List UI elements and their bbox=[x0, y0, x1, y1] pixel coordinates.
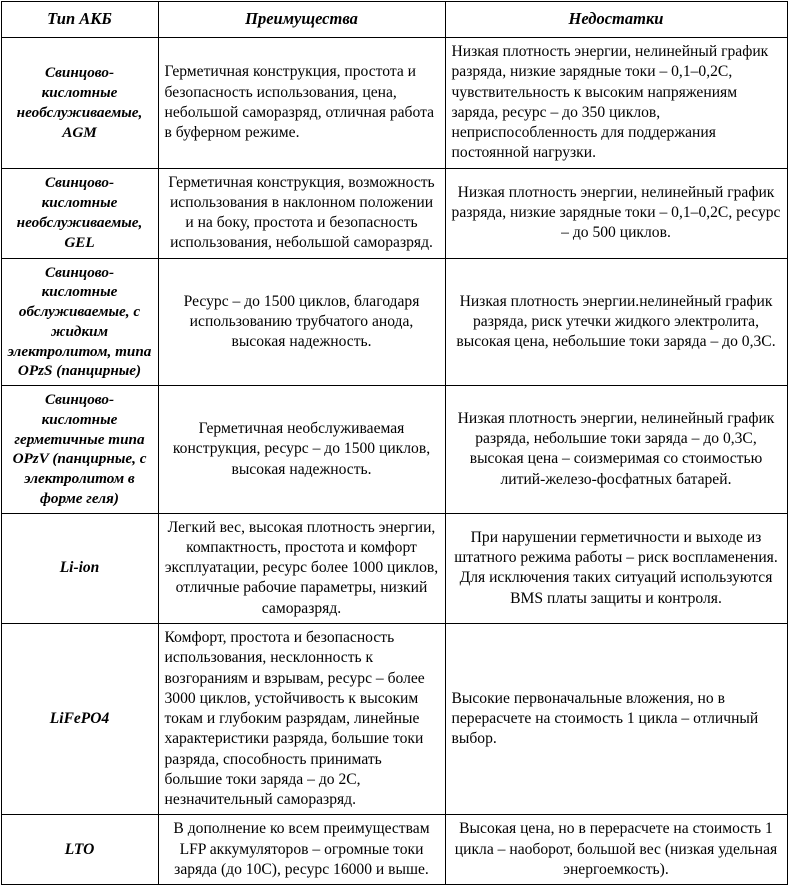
table-header bbox=[1, 2, 787, 38]
disadvantages-cell: Высокая цена, но в перерасчете на стоимость 1 цикла – наоборот, большой вес (низкая удельная энергоемкость). bbox=[445, 815, 787, 885]
battery-type-cell: Свинцово-кислотные обслуживаемые, с жидким электролитом, типа OPzS (панцирные) bbox=[1, 258, 158, 386]
advantages-cell: Ресурс – до 1500 циклов, благодаря использованию трубчатого анода, высокая надежность. bbox=[158, 258, 445, 386]
disadvantages-cell: При нарушении герметичности и выходе из штатного режима работы – риск воспламенения. Для исключения таких ситуаций используются BMS платы защиты и контроля. bbox=[445, 513, 787, 623]
table-body bbox=[1, 38, 787, 885]
battery-type-cell: LiFePO4 bbox=[1, 623, 158, 814]
battery-type-cell: LTO bbox=[1, 815, 158, 885]
battery-type-cell: Свинцово-кислотные герметичные типа OPzV (панцирные, с электролитом в форме геля) bbox=[1, 386, 158, 514]
disadvantages-cell: Высокие первоначальные вложения, но в перерасчете на стоимость 1 цикла – отличный выбор. bbox=[445, 623, 787, 814]
advantages-cell: Герметичная конструкция, возможность использования в наклонном положении и на боку, простота и безопасность использования, небольшой саморазряд. bbox=[158, 168, 445, 258]
disadvantages-cell: Низкая плотность энергии, нелинейный график разряда, низкие зарядные токи – 0,1–0,2С, чувствительность к высоким напряжениям заряда, ресурс – до 350 циклов, неприспособленность для поддержания постоянной нагрузки. bbox=[445, 38, 787, 169]
column-header-type: Тип АКБ bbox=[1, 2, 158, 38]
table-row bbox=[1, 38, 787, 169]
table-header-row bbox=[1, 2, 787, 38]
column-header-advantages: Преимущества bbox=[158, 2, 445, 38]
disadvantages-cell: Низкая плотность энергии, нелинейный график разряда, небольшие токи заряда – до 0,3С, высокая цена – соизмеримая со стоимостью литий-железо-фосфатных батарей. bbox=[445, 386, 787, 514]
advantages-cell: Герметичная конструкция, простота и безопасность использования, цена, небольшой саморазряд, отличная работа в буферном режиме. bbox=[158, 38, 445, 169]
advantages-cell: В дополнение ко всем преимуществам LFP аккумуляторов – огромные токи заряда (до 10С), ресурс 16000 и выше. bbox=[158, 815, 445, 885]
battery-type-cell: Свинцово-кислотные необслуживаемые, GEL bbox=[1, 168, 158, 258]
document-page bbox=[0, 1, 788, 878]
table-row bbox=[1, 815, 787, 885]
disadvantages-cell: Низкая плотность энергии, нелинейный график разряда, низкие зарядные токи – 0,1–0,2С, ресурс – до 500 циклов. bbox=[445, 168, 787, 258]
battery-comparison-table bbox=[1, 1, 788, 885]
table-row bbox=[1, 168, 787, 258]
column-header-disadvantages: Недостатки bbox=[445, 2, 787, 38]
advantages-cell: Комфорт, простота и безопасность использования, несклонность к возгораниям и взрывам, ресурс – более 3000 циклов, устойчивость к высоким токам и глубоким разрядам, линейные характеристики разряда, большие токи разряда, способность принимать большие токи заряда – до 2С, незначительный саморазряд. bbox=[158, 623, 445, 814]
advantages-cell: Герметичная необслуживаемая конструкция, ресурс – до 1500 циклов, высокая надежность. bbox=[158, 386, 445, 514]
table-row bbox=[1, 386, 787, 514]
table-row bbox=[1, 623, 787, 814]
table-row bbox=[1, 258, 787, 386]
disadvantages-cell: Низкая плотность энергии.нелинейный график разряда, риск утечки жидкого электролита, высокая цена, небольшие токи заряда – до 0,3С. bbox=[445, 258, 787, 386]
battery-type-cell: Li-ion bbox=[1, 513, 158, 623]
battery-type-cell: Свинцово-кислотные необслуживаемые, AGM bbox=[1, 38, 158, 169]
advantages-cell: Легкий вес, высокая плотность энергии, компактность, простота и комфорт эксплуатации, ресурс более 1000 циклов, отличные рабочие параметры, низкий саморазряд. bbox=[158, 513, 445, 623]
table-row bbox=[1, 513, 787, 623]
